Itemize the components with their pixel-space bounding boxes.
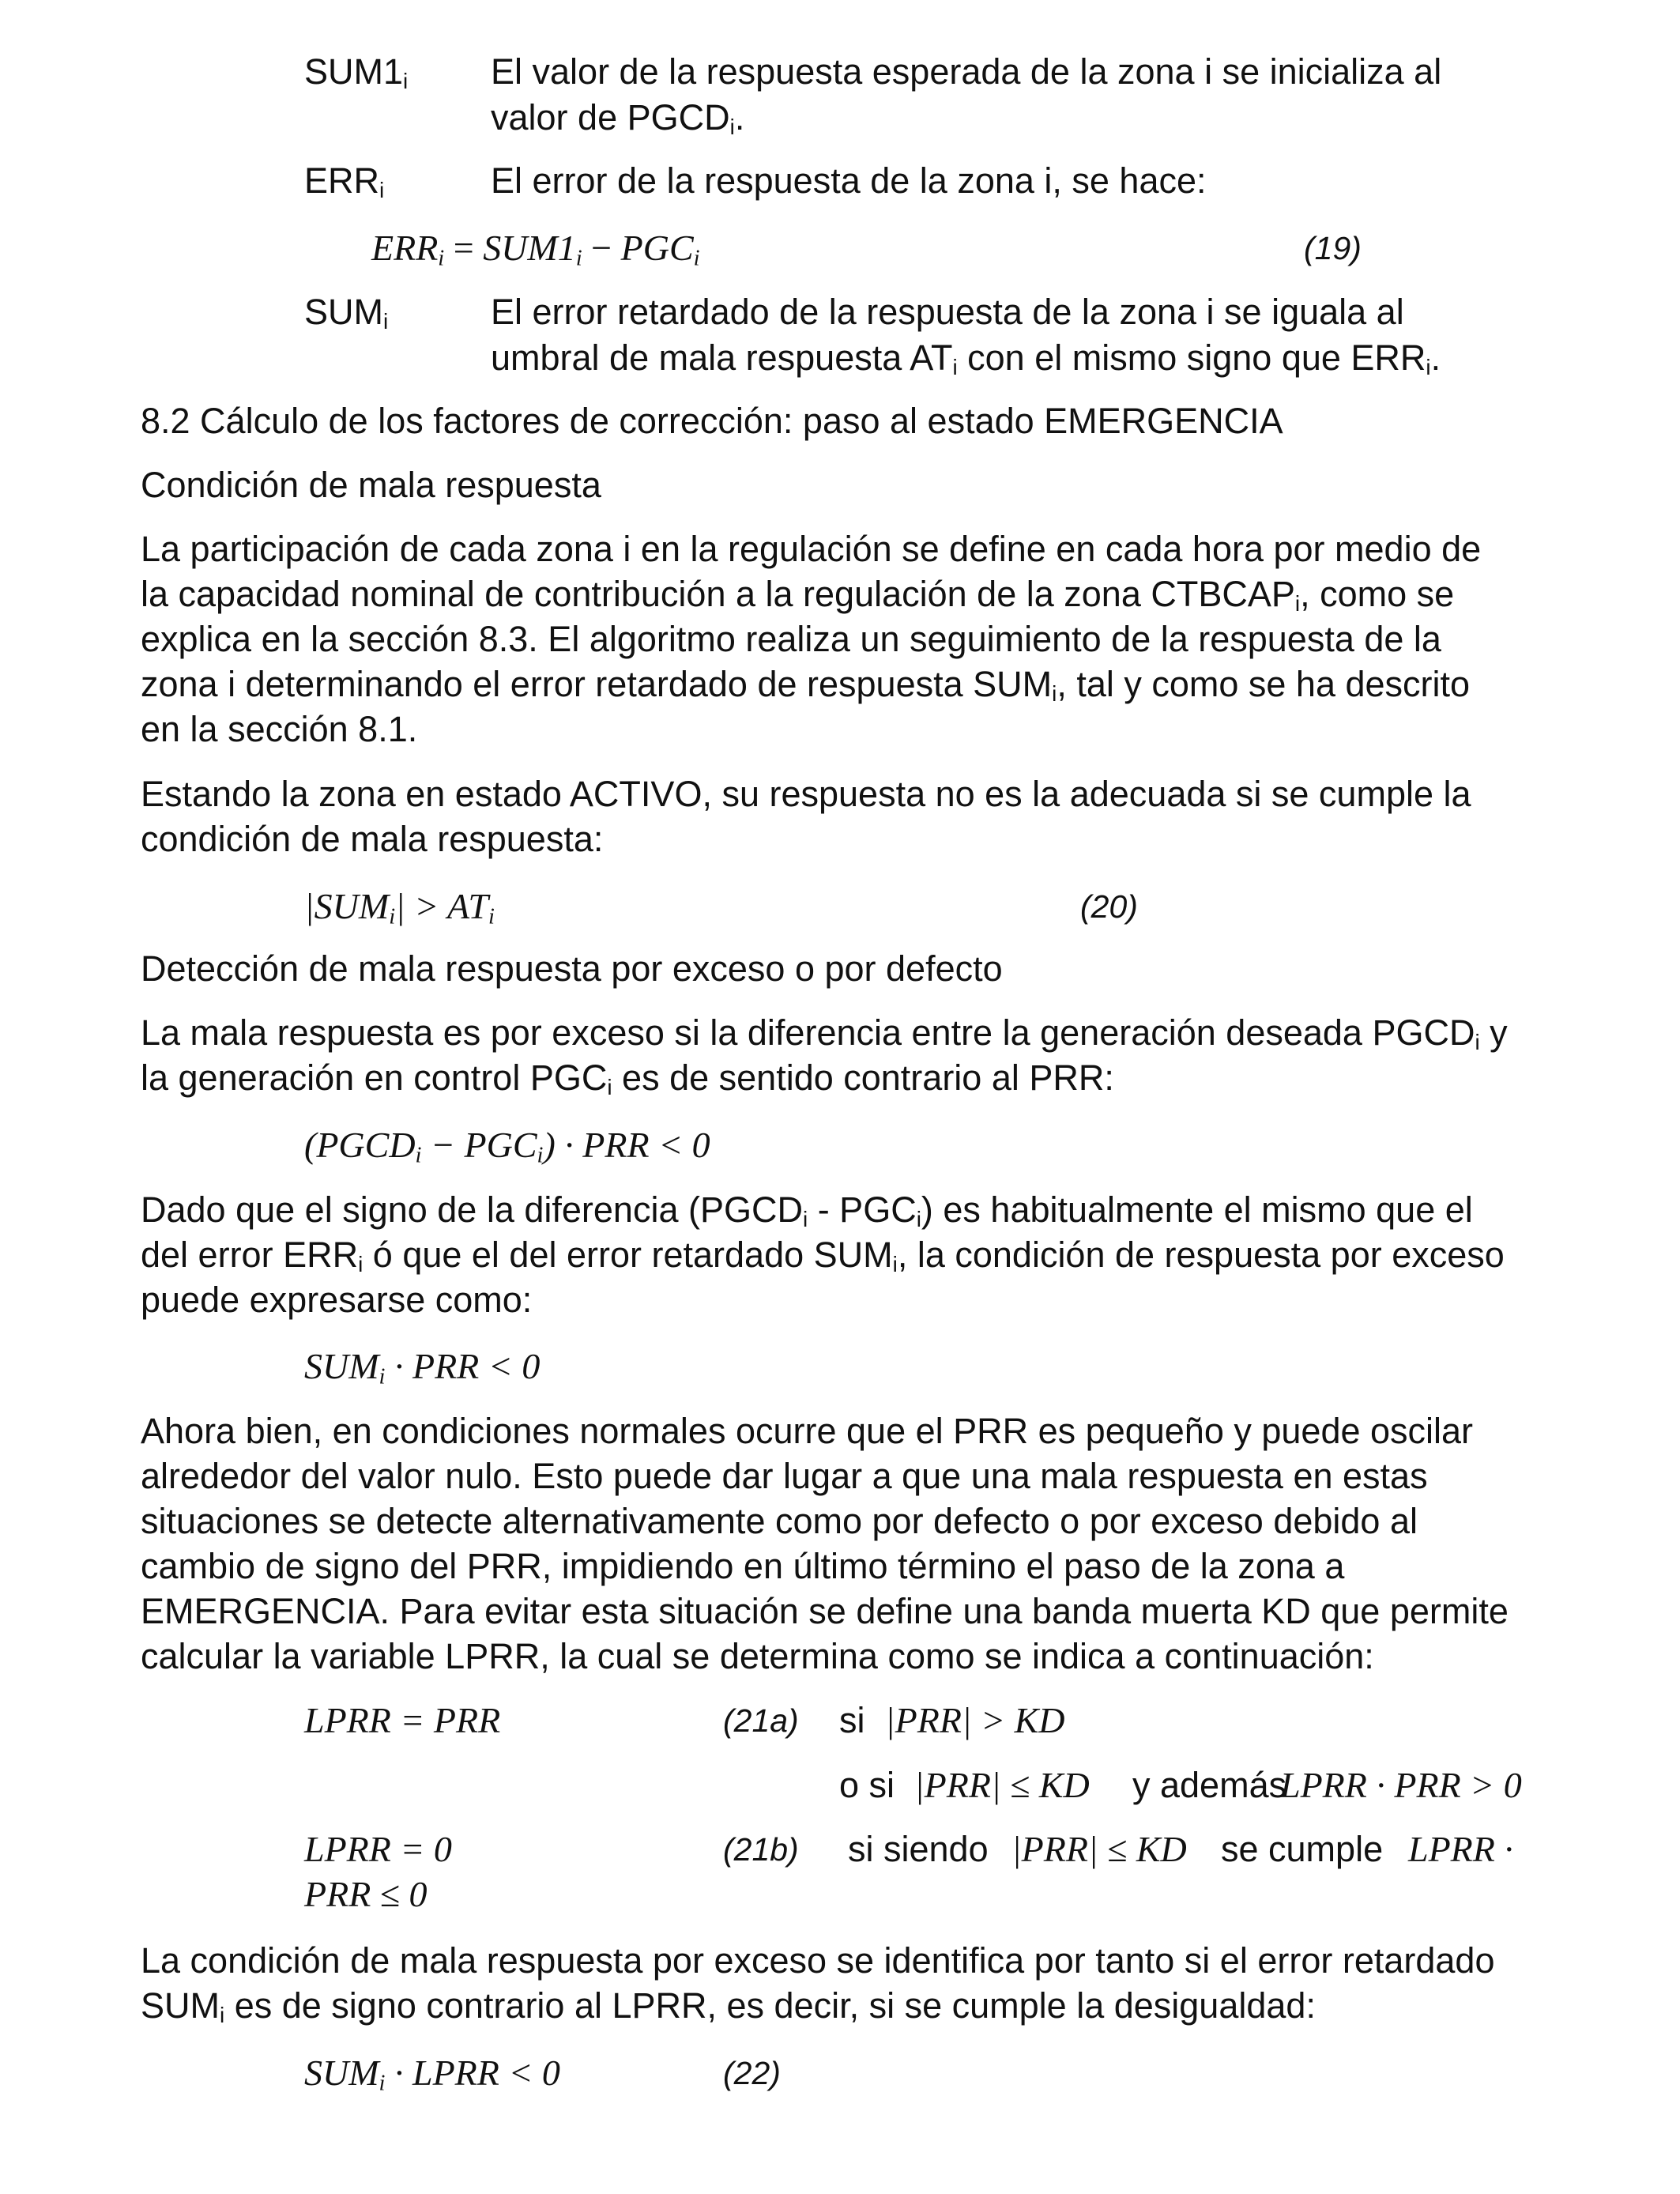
def-text-sum: El error retardado de la respuesta de la zona i se iguala al: [491, 292, 1404, 332]
equation-20: $|SUM_i| > AT_i$: [304, 886, 495, 929]
equation-number-21b: (21b): [723, 1831, 799, 1868]
equation-sum-prr: $SUM_i$ · PRR < 0: [304, 1346, 541, 1389]
eq21b-condition: |PRR| ≤ KD: [1011, 1829, 1187, 1869]
para5-line6: calcular la variable LPRR, la cual se determina como se indica a continuación:: [141, 1636, 1374, 1676]
def-text-sum1-cont: valor de PGCDi.: [491, 97, 745, 140]
eq21a-condition2: |PRR| ≤ KD: [914, 1765, 1090, 1805]
para2-line1: Estando la zona en estado ACTIVO, su respuesta no es la adecuada si se cumple la: [141, 774, 1471, 814]
para1-line3: explica en la sección 8.3. El algoritmo realiza un seguimiento de la respuesta de la: [141, 619, 1441, 659]
equation-number-20: (20): [1080, 888, 1138, 925]
eq21a-condition: |PRR| > KD: [885, 1700, 1065, 1740]
eq21b-condition2: LPRR ·: [1408, 1829, 1513, 1869]
def-text-sum1: El valor de la respuesta esperada de la zona i se inicializa al: [491, 51, 1442, 92]
section-title: 8.2 Cálculo de los factores de corrección: paso al estado EMERGENCIA: [141, 401, 1283, 441]
eq21b-condition3: PRR ≤ 0: [304, 1874, 428, 1914]
eq21a-si: si: [839, 1700, 865, 1740]
equation-19: $ERR_i = SUM1_i - PGC_i$: [371, 228, 700, 271]
equation-number-19: (19): [1304, 230, 1362, 266]
para5-line3: situaciones se detecte alternativamente como por defecto o por exceso debido al: [141, 1501, 1418, 1541]
para3-line1: La mala respuesta es por exceso si la diferencia entre la generación deseada PGCDi y: [141, 1012, 1508, 1055]
para1-line5: en la sección 8.1.: [141, 709, 418, 749]
para5-line5: EMERGENCIA. Para evitar esta situación se define una banda muerta KD que permite: [141, 1591, 1509, 1631]
para5-line1: Ahora bien, en condiciones normales ocurre que el PRR es pequeño y puede oscilar: [141, 1411, 1474, 1451]
eq21a-condition3: LPRR · PRR > 0: [1280, 1765, 1522, 1805]
equation-22: $SUM_i$ · LPRR < 0: [304, 2053, 560, 2096]
eq21a-yademas: y además: [1132, 1765, 1287, 1805]
para1-line1: La participación de cada zona i en la regulación se define en cada hora por medio de: [141, 529, 1482, 569]
para6-line2: SUMi es de signo contrario al LPRR, es decir, si se cumple la desigualdad:: [141, 1985, 1316, 2028]
para1-line2: la capacidad nominal de contribución a la regulación de la zona CTBCAPi, como se: [141, 574, 1455, 616]
para3-line2: la generación en control PGCi es de sentido contrario al PRR:: [141, 1057, 1114, 1100]
def-text-err: El error de la respuesta de la zona i, se hace:: [491, 160, 1207, 201]
para4-line1: Dado que el signo de la diferencia (PGCDi - PGCi) es habitualmente el mismo que el: [141, 1189, 1473, 1232]
para2-line2: condición de mala respuesta:: [141, 819, 604, 859]
equation-21a: LPRR = PRR: [304, 1700, 501, 1740]
heading-condicion-mala-respuesta: Condición de mala respuesta: [141, 465, 601, 505]
para4-line3: puede expresarse como:: [141, 1280, 533, 1320]
para1-line4: zona i determinando el error retardado de respuesta SUMi, tal y como se ha descrito: [141, 664, 1471, 707]
para5-line4: cambio de signo del PRR, impidiendo en último término el paso de la zona a: [141, 1546, 1345, 1586]
equation-exceso: $(PGCD_i - PGC_i)$ · PRR < 0: [304, 1125, 710, 1168]
def-term-err: ERRi: [304, 160, 385, 203]
equation-number-22: (22): [723, 2055, 781, 2091]
def-term-sum: SUMi: [304, 292, 389, 334]
def-term-sum1: SUM1i: [304, 51, 409, 94]
equation-21b: LPRR = 0: [304, 1829, 452, 1869]
eq21b-cumple: se cumple: [1221, 1829, 1384, 1869]
heading-deteccion: Detección de mala respuesta por exceso o por defecto: [141, 948, 1003, 989]
equation-number-21a: (21a): [723, 1702, 799, 1739]
eq21b-siendo: si siendo: [848, 1829, 989, 1869]
para4-line2: del error ERRi ó que el del error retardado SUMi, la condición de respuesta por exceso: [141, 1235, 1505, 1277]
eq21a-osi: o si: [839, 1765, 895, 1805]
para5-line2: alrededor del valor nulo. Esto puede dar lugar a que una mala respuesta en estas: [141, 1456, 1428, 1496]
def-text-sum-cont: umbral de mala respuesta ATi con el mismo signo que ERRi.: [491, 337, 1441, 380]
para6-line1: La condición de mala respuesta por exceso se identifica por tanto si el error retardado: [141, 1940, 1495, 1981]
